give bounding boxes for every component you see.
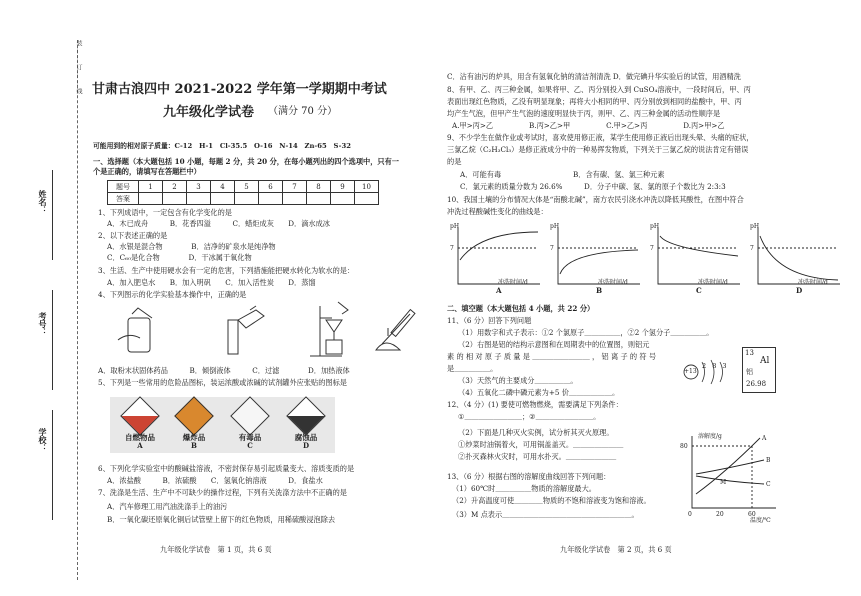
ph-graphs: [450, 222, 850, 296]
hazard-letter: D: [302, 441, 310, 450]
q-number: 8: [307, 181, 331, 193]
hazard-label: 腐蚀品: [294, 433, 318, 442]
point-m-label: M: [720, 479, 727, 486]
skull-icon: [230, 396, 270, 436]
question-7-option-a: A．汽车修理工用汽油洗涤手上的油污: [107, 502, 228, 511]
curve-c-label: C: [766, 481, 771, 488]
question-11-3: （3）天然气的主要成分＿＿＿＿＿。: [458, 376, 578, 385]
axes-d: [758, 228, 840, 284]
graph-b-ph7: 7: [550, 245, 554, 252]
exam-title: 甘肃古浪四中 2021-2022 学年第一学期期中考试: [92, 82, 387, 97]
curve-c: [660, 236, 738, 256]
aluminum-element-box: [742, 347, 776, 393]
graph-d-xlabel: 冲洗时间/d: [798, 279, 828, 286]
question-10: 10、我国土壤的分布情况大体是“南酸北碱”，南方农民引浇水冲洗以降低其酸性，在图中符合: [447, 195, 744, 204]
question-13-3: （3）M 点表示＿＿＿＿＿＿＿＿＿＿＿＿＿＿＿＿＿＿。: [452, 510, 639, 519]
solubility-chart: [680, 432, 780, 524]
powder-pick-figure: [118, 308, 152, 352]
curve-b-label: B: [766, 457, 771, 464]
answer-cell[interactable]: [331, 193, 355, 205]
question-4-options: A．取粉末状固体药品 B．倾倒液体 C．过滤 D．加热液体: [98, 366, 350, 375]
question-11: 11、（6 分）回答下列问题: [447, 316, 532, 325]
hazard-label: 自燃物品: [125, 433, 155, 442]
name-label: 姓名：: [38, 190, 48, 214]
answer-row-label: 答案: [108, 193, 139, 205]
question-8: 8、有甲、乙、丙三种金属，如果将甲、乙、丙分别投入到 CuSO₄溶液中，一段时间后，甲、丙: [447, 85, 751, 94]
curve-b: [560, 250, 638, 274]
section1-title-2: 个是正确的，请填写在答题栏中）: [93, 167, 201, 176]
question-11-1: （1）用数字和式子表示：①2 个氯原子＿＿＿＿＿，②2 个氢分子＿＿＿＿＿。: [458, 328, 714, 337]
school-label: 学校：: [38, 428, 48, 452]
graph-c-ylabel: pH: [650, 223, 660, 230]
lab-operations-figure: [110, 300, 430, 362]
school-line: [52, 410, 53, 520]
exam-no-line: [52, 290, 53, 390]
footer-right: 九年级化学试卷 第 2 页，共 6 页: [560, 545, 672, 554]
question-6-options: A．浓盐酸 B．浓硫酸 C．氢氧化钠溶液 D．食盐水: [107, 476, 323, 485]
hazard-sign-a: [116, 400, 164, 448]
graph-d-letter: D: [796, 286, 803, 295]
element-name: 铝: [746, 368, 753, 376]
graph-c-xlabel: 冲洗时间/d: [698, 279, 728, 286]
question-13-1: （1）60℃时＿＿＿＿＿物质的溶解度最大。: [452, 484, 596, 493]
graph-a-ylabel: pH: [450, 223, 460, 230]
question-9-options-ab: A．可能有毒 B．含有碳、氢、氯三种元素: [460, 170, 665, 179]
hazard-letter: C: [247, 441, 253, 450]
graph-d-ylabel: pH: [750, 223, 760, 230]
explosion-icon: [174, 396, 214, 436]
footer-left: 九年级化学试卷 第 1 页，共 6 页: [160, 545, 272, 554]
axes-c: [658, 228, 740, 284]
question-9-line-2: 三氯乙烷（C₂H₃Cl₃）是修正液成分中的一种易挥发物质，下列关于三氯乙烷的说法肯定有错误: [447, 145, 749, 154]
graph-c-ph7: 7: [650, 245, 654, 252]
q-number: 3: [187, 181, 211, 193]
question-12-1: ①＿＿＿＿＿＿＿＿；②＿＿＿＿＿＿＿＿。: [458, 412, 601, 421]
question-8-line-2: 表面出现红色物质，乙没有明显现象；再将大小相同的甲、丙分别放到相同的盐酸中，甲、丙: [447, 97, 742, 106]
question-3-options: A．加入肥皂水 B．加入明矾 C．加入活性炭 D．蒸馏: [107, 278, 316, 287]
tick-60: 60: [748, 511, 756, 518]
tick-80: 80: [680, 443, 688, 450]
question-7: 7、洗涤是生活、生产中不可缺少的操作过程，下列有关洗涤方法中不正确的是: [98, 488, 347, 497]
question-12-2b: ②扑灭森林火灾时，可用水扑灭。＿＿＿＿＿＿＿: [458, 452, 617, 461]
hazard-sign-b: [170, 400, 218, 448]
graph-b-ylabel: pH: [550, 223, 560, 230]
element-symbol: Al: [760, 356, 770, 366]
hazard-letter: A: [137, 441, 143, 450]
tick-0: 0: [688, 511, 692, 518]
section2-title: 二、填空题（本大题包括 4 小题，共 22 分）: [447, 304, 595, 313]
answer-cell[interactable]: [163, 193, 187, 205]
answer-cell[interactable]: [355, 193, 379, 205]
curve-a-label: A: [762, 435, 767, 442]
tick-20: 20: [716, 511, 724, 518]
axes-b: [558, 228, 640, 284]
question-2-options-cd: C．C₆₀是化合物 D．干冰属于氧化物: [107, 253, 252, 262]
question-5: 5、下列是一些常用的危险品图标，装运浓酸或浓碱的试剂罐外应张贴的图标是: [98, 378, 347, 387]
hazard-sign-c: [226, 400, 274, 448]
curve-d: [760, 236, 838, 280]
question-11-2b: 素 的 相 对 原 子 质 量 是 ＿＿＿＿＿＿＿＿ ， 铝 离 子 的 符 号: [447, 352, 657, 361]
question-7-option-cd: C．沾有油污的炉具，用含有氢氧化钠的清洁剂清洗 D．做完碘升华实验后的试管，用酒精洗: [447, 72, 741, 81]
solubility-chart-svg: [680, 432, 780, 524]
exam-no-label: 考号：: [38, 312, 48, 336]
answer-cell[interactable]: [307, 193, 331, 205]
graph-a-letter: A: [496, 286, 502, 295]
q-number: 4: [211, 181, 235, 193]
question-4: 4、下列图示的化学实验基本操作中，正确的是: [98, 290, 247, 299]
question-10-line-2: 冲洗过程酸碱性变化的曲线是：: [447, 207, 548, 216]
question-9-options-cd: C．氯元素的质量分数为 26.6% D．分子中碳、氢、氯的原子个数比为 2:3:3: [460, 182, 726, 191]
hazard-label: 有毒品: [238, 433, 262, 442]
curve-a: [460, 232, 538, 260]
hazard-signs: [110, 397, 335, 453]
hazard-sign-d: [282, 400, 330, 448]
question-11-2: （2）右图是铝的结构示意图和在周期表中的位置图，则铝元: [458, 340, 650, 349]
answer-cell[interactable]: [187, 193, 211, 205]
question-11-4: （4）五氧化二磷中磷元素为+5 价＿＿＿＿＿＿。: [458, 388, 620, 397]
question-2-options-ab: A．水银是混合物 B．洁净的矿泉水是纯净物: [107, 242, 276, 251]
atom-nucleus: +13: [684, 368, 697, 375]
q-number: 1: [139, 181, 163, 193]
section1-title: 一、选择题（本大题包括 10 小题，每题 2 分，共 20 分，在每小题列出的四个选项中，只有一: [93, 157, 399, 166]
heat-liquid-figure: [376, 310, 415, 350]
answer-cell[interactable]: [259, 193, 283, 205]
question-12-2: （2）下面是几种灭火实例，试分析其灭火原理。: [458, 428, 614, 437]
answer-table: [107, 180, 379, 205]
graph-d-ph7: 7: [750, 245, 754, 252]
question-12-2a: ①炒菜时油锅着火，可用锅盖盖灭。＿＿＿＿＿＿＿: [458, 440, 624, 449]
question-8-options: A.甲>丙>乙 B.丙>乙>甲 C.甲>乙>丙 D.丙>甲>乙: [452, 121, 725, 130]
question-6: 6、下列化学实验室中的酸碱盐溶液，不密封保存易引起质量变大、溶质变质的是: [98, 464, 355, 473]
graph-a-xlabel: 冲洗时间/d: [498, 279, 528, 286]
filter-figure: [310, 302, 348, 356]
question-2: 2、以下表述正确的是: [98, 231, 168, 240]
q-number: 10: [355, 181, 379, 193]
hazard-letter: B: [191, 441, 197, 450]
corrosive-icon: [286, 396, 326, 436]
question-11-2c: 是＿＿＿＿＿。: [447, 364, 498, 373]
answer-table-header: 题号: [108, 181, 139, 193]
question-8-line-3: 均产生气泡，但甲产生气泡的速度明显快于丙，则甲、乙、丙三种金属的活动性顺序是: [447, 109, 721, 118]
q-number: 6: [259, 181, 283, 193]
q-number: 5: [235, 181, 259, 193]
atom-shells: 2 8 3: [702, 362, 729, 370]
question-12: 12、（4 分）(1) 要使可燃物燃烧，需要满足下列条件：: [447, 400, 623, 409]
question-13: 13、（6 分）根据右图的溶解度曲线回答下列问题：: [447, 472, 611, 481]
pour-liquid-figure: [228, 306, 264, 354]
q-number: 2: [163, 181, 187, 193]
answer-cell[interactable]: [235, 193, 259, 205]
graph-a-ph7: 7: [450, 245, 454, 252]
curve-c: [696, 476, 764, 484]
question-1: 1、下列成语中，一定包含有化学变化的是: [98, 208, 232, 217]
name-line: [52, 170, 53, 260]
question-7-option-b: B．一氧化碳还原氧化铜后试管壁上留下的红色物质，用稀硫酸浸泡除去: [107, 515, 336, 524]
element-number: 13: [745, 349, 754, 357]
atomic-masses: 可能用到的相对原子质量：C-12 H-1 Cl-35.5 O-16 N-14 Zn-65 S-32: [93, 142, 351, 150]
answer-cell[interactable]: [211, 193, 235, 205]
graph-b-xlabel: 冲洗时间/d: [598, 279, 628, 286]
solubility-ylabel: 溶解度/g: [698, 433, 722, 440]
answer-cell[interactable]: [139, 193, 163, 205]
curve-b: [696, 460, 764, 474]
solubility-xlabel: 温度/℃: [750, 517, 771, 524]
question-13-2: （2）升高温度可使＿＿＿＿物质的不饱和溶液变为饱和溶液。: [452, 496, 651, 505]
hazard-label: 爆炸品: [182, 433, 206, 442]
q-number: 7: [283, 181, 307, 193]
element-mass: 26.98: [746, 380, 767, 388]
q-number: 9: [331, 181, 355, 193]
question-9: 9、不少学生在做作业或考试时，喜欢使用修正液，某学生使用修正液后出现头晕、头痛的症状，: [447, 133, 754, 142]
question-1-options: A．木已成舟 B．花香四溢 C．蜡炬成灰 D．滴水成冰: [107, 219, 330, 228]
question-9-line-3: 的是: [447, 157, 462, 166]
exam-subtitle: 九年级化学试卷: [163, 105, 255, 120]
graph-c-letter: C: [696, 286, 702, 295]
exam-score: （满分 70 分）: [268, 106, 338, 117]
question-3: 3、生活、生产中使用硬水会有一定的危害，下列措施能把硬水转化为软水的是：: [98, 266, 355, 275]
graph-b-letter: B: [596, 286, 603, 295]
answer-cell[interactable]: [283, 193, 307, 205]
binding-dots: 装……订……线: [75, 40, 82, 96]
flame-icon: [120, 396, 160, 436]
